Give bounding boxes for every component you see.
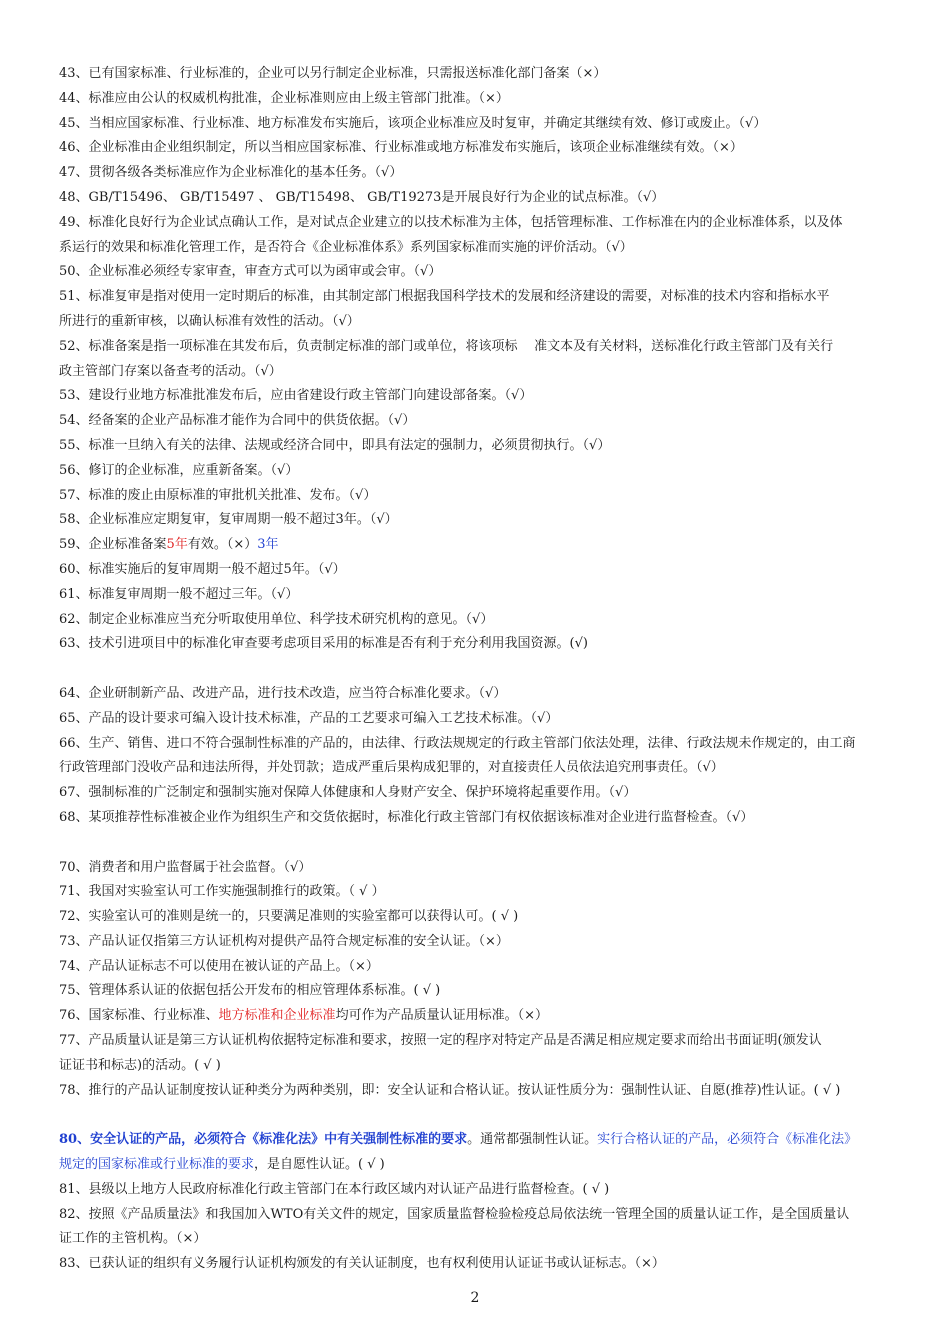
highlight-red: 5年 xyxy=(166,537,188,553)
question-line: 83、已获认证的组织有义务履行认证机构颁发的有关认证制度，也有权利使用认证证书或认证标志。（×） xyxy=(59,1256,665,1272)
question-line: 72、实验室认可的准则是统一的，只要满足准则的实验室都可以获得认可。( √ ) xyxy=(59,909,519,925)
correction-blue: 实行合格认证的产品，必须符合《标准化法》 xyxy=(597,1132,858,1148)
question-line xyxy=(59,533,895,558)
question-line: 系运行的效果和标准化管理工作，是否符合《企业标准体系》系列国家标准而实施的评价活动。（√） xyxy=(59,239,633,255)
question-line: 75、管理体系认证的依据包括公开发布的相应管理体系标准。( √ ) xyxy=(59,983,441,999)
question-line: 43、已有国家标准、行业标准的，企业可以另行制定企业标准，只需报送标准化部门备案（×） xyxy=(59,66,607,81)
highlight-red: 地方标准和企业标准 xyxy=(218,1008,336,1024)
blank-line xyxy=(59,657,895,682)
question-line: 行政管理部门没收产品和违法所得，并处罚款；造成严重后果构成犯罪的，对直接责任人员依法追究刑事责任。（√） xyxy=(59,760,724,776)
question-line: 50、企业标准必须经专家审查，审查方式可以为函审或会审。（√） xyxy=(59,264,442,280)
question-line: 46、企业标准由企业组织制定，所以当相应国家标准、行业标准或地方标准发布实施后，该项企业标准继续有效。（×） xyxy=(59,140,743,156)
question-line xyxy=(59,1153,895,1178)
question-line xyxy=(59,1103,895,1128)
question-line: 66、生产、销售、进口不符合强制性标准的产品的，由法律、行政法规规定的行政主管部门依法处理，法律、行政法规未作规定的，由工商 xyxy=(59,735,856,751)
question-line: 71、我国对实验室认可工作实施强制推行的政策。（ √ ） xyxy=(59,884,385,900)
question-line: 60、标准实施后的复审周期一般不超过5年。（√） xyxy=(59,561,346,577)
question-line: 47、贯彻各级各类标准应作为企业标准化的基本任务。（√） xyxy=(59,165,403,181)
question-list xyxy=(59,62,895,1277)
question-line xyxy=(59,1128,895,1153)
line-text: 59、企业标准备案 xyxy=(59,537,167,553)
question-line: 54、经备案的企业产品标准才能作为合同中的供货依据。（√） xyxy=(59,413,416,429)
question-line: 78、推行的产品认证制度按认证种类分为两种类别，即：安全认证和合格认证。按认证性质分为：强制性认证、自愿(推荐)性认证。( √ ) xyxy=(59,1082,841,1098)
question-line: 68、某项推荐性标准被企业作为组织生产和交货依据时，标准化行政主管部门有权依据该标准对企业进行监督检查。（√） xyxy=(59,809,754,825)
question-line: 73、产品认证仅指第三方认证机构对提供产品符合规定标准的安全认证。（×） xyxy=(59,933,509,949)
question-line: 证工作的主管机构。（×） xyxy=(59,1231,207,1247)
question-line: 64、企业研制新产品、改进产品，进行技术改造，应当符合标准化要求。（√） xyxy=(59,685,507,701)
line-text: 有效。（×） xyxy=(187,537,258,553)
question-line: 82、按照《产品质量法》和我国加入WTO有关文件的规定，国家质量监督检验检疫总局依法统一管理全国的质量认证工作，是全国质量认 xyxy=(59,1206,850,1222)
correction-blue-bold: 80、安全认证的产品，必须符合《标准化法》中有关强制性标准的要求 xyxy=(59,1132,468,1148)
line-text: ，是自愿性认证。( √ ) xyxy=(254,1157,385,1173)
line-text: 。通常都强制性认证。 xyxy=(467,1132,598,1148)
question-line: 74、产品认证标志不可以使用在被认证的产品上。（×） xyxy=(59,958,379,974)
question-line: 51、标准复审是指对使用一定时期后的标准，由其制定部门根据我国科学技术的发展和经济建设的需要，对标准的技术内容和指标水平 xyxy=(59,289,830,305)
question-line: 48、GB/T15496、 GB/T15497 、 GB/T15498、 GB/T19273是开展良好行为企业的试点标准。（√） xyxy=(59,189,665,205)
question-line: 67、强制标准的广泛制定和强制实施对保障人体健康和人身财产安全、保护环境将起重要作用。（√） xyxy=(59,785,637,801)
question-line xyxy=(59,1004,895,1029)
question-line: 70、消费者和用户监督属于社会监督。（√） xyxy=(59,859,312,875)
question-line: 所进行的重新审核，以确认标准有效性的活动。（√） xyxy=(59,313,360,329)
correction-blue: 规定的国家标准或行业标准的要求 xyxy=(59,1157,255,1173)
page-number: 2 xyxy=(470,1290,480,1306)
question-line: 63、技术引进项目中的标准化审查要考虑项目采用的标准是否有利于充分利用我国资源。(√) xyxy=(59,636,588,652)
question-line: 62、制定企业标准应当充分听取使用单位、科学技术研究机构的意见。（√） xyxy=(59,611,494,627)
question-line: 65、产品的设计要求可编入设计技术标准，产品的工艺要求可编入工艺技术标准。（√） xyxy=(59,710,559,726)
question-line: 61、标准复审周期一般不超过三年。（√） xyxy=(59,586,299,602)
line-text: 76、国家标准、行业标准、 xyxy=(59,1008,219,1024)
correction-blue: 3年 xyxy=(257,537,279,553)
question-line: 44、标准应由公认的权威机构批准，企业标准则应由上级主管部门批准。（×） xyxy=(59,90,509,106)
question-line: 45、当相应国家标准、行业标准、地方标准发布实施后，该项企业标准应及时复审，并确定其继续有效、修订或废止。（√） xyxy=(59,115,767,131)
question-line: 政主管部门存案以备查考的活动。（√） xyxy=(59,363,282,379)
question-line: 证证书和标志)的活动。( √ ) xyxy=(59,1057,221,1073)
question-line: 49、标准化良好行为企业试点确认工作，是对试点企业建立的以技术标准为主体，包括管理标准、工作标准在内的企业标准体系，以及体 xyxy=(59,214,843,230)
question-line: 56、修订的企业标准，应重新备案。（√） xyxy=(59,462,299,478)
question-line: 58、企业标准应定期复审，复审周期一般不超过3年。（√） xyxy=(59,512,398,528)
question-line: 77、产品质量认证是第三方认证机构依据特定标准和要求，按照一定的程序对特定产品是否满足相应规定要求而给出书面证明(颁发认 xyxy=(59,1033,822,1049)
question-line xyxy=(59,831,895,856)
question-line: 52、标准备案是指一项标准在其发布后，负责制定标准的部门或单位，将该项标 准文本及有关材料，送标准化行政主管部门及有关行 xyxy=(59,338,834,354)
question-line: 55、标准一旦纳入有关的法律、法规或经济合同中，即具有法定的强制力，必须贯彻执行。（√） xyxy=(59,437,611,453)
question-line: 57、标准的废止由原标准的审批机关批准、发布。（√） xyxy=(59,487,377,503)
question-line: 81、县级以上地方人民政府标准化行政主管部门在本行政区域内对认证产品进行监督检查。( √ ) xyxy=(59,1181,610,1197)
line-text: 均可作为产品质量认证用标准。（×） xyxy=(335,1008,548,1024)
question-line: 53、建设行业地方标准批准发布后，应由省建设行政主管部门向建设部备案。（√） xyxy=(59,388,533,404)
